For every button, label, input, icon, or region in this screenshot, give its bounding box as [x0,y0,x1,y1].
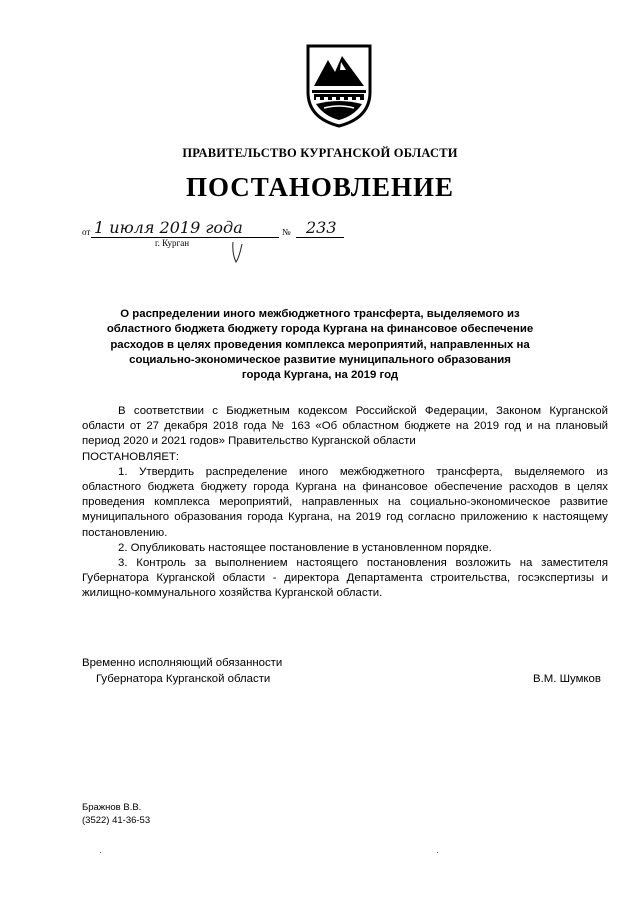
scan-speck [100,852,101,853]
handwritten-number: 233 [306,218,337,237]
scan-speck [437,852,438,853]
title-line: города Кургана, на 2019 год [241,369,399,382]
number-underline [296,237,344,238]
preamble-paragraph: В соответствии с Бюджетным кодексом Российской Федерации, Законом Курганской области от 27 декабря 2018 года № 163 «Об областном бюджете на 2019 год и на плановый период 2020 и 2021 годов» Правительство Курганской области [82,405,608,448]
signatory-position-line-2: Губернатора Курганской области [96,673,271,685]
number-label: № [282,227,291,237]
date-prefix: от [82,227,91,237]
document-body [82,404,608,602]
executor-name: Бражнов В.В. [82,802,142,813]
item-3-paragraph: 3. Контроль за выполнением настоящего постановления возложить на заместителя Губернатора Курганской области - директора Департамента строительства, госэкспертизы и жилищно-коммунального хозяйства Курганской области. [82,557,608,600]
title-line: социально-экономическое развитие муниципального образования [129,353,511,366]
executor-block [82,802,150,827]
government-name: ПРАВИТЕЛЬСТВО КУРГАНСКОЙ ОБЛАСТИ [182,146,458,160]
signatory-name: В.М. Шумков [533,673,601,685]
resolves-word: ПОСТАНОВЛЯЕТ: [82,450,180,463]
signatory-position-line-1: Временно исполняющий обязанности [82,657,283,669]
title-line: О распределении иного межбюджетного трансферта, выделяемого из [120,308,520,320]
coat-of-arms-emblem [304,42,374,128]
city: г. Курган [155,238,190,248]
issue-line [82,218,382,242]
item-2-paragraph: 2. Опубликовать настоящее постановление в установленном порядке. [118,541,492,554]
handwritten-stroke-mark [230,240,246,266]
title-line: областного бюджета бюджету города Кургана на финансовое обеспечение [106,323,534,336]
title-line: расходов в целях проведения комплекса мероприятий, направленных на [110,338,530,351]
document-kind: ПОСТАНОВЛЕНИЕ [185,172,455,202]
handwritten-date: 1 июля 2019 года [94,218,243,237]
item-1-paragraph: 1. Утвердить распределение иного межбюджетного трансферта, выделяемого из областного бюджета бюджету города Кургана на финансовое обеспечение расходов в целях проведения комплекса мероприятий, направленных на социально-экономическое развитие муниципального образования города Кургана, на 2019 год согласно приложению к настоящему постановлению. [82,465,608,539]
document-title [90,307,550,383]
executor-phone: (3522) 41-36-53 [82,814,151,826]
